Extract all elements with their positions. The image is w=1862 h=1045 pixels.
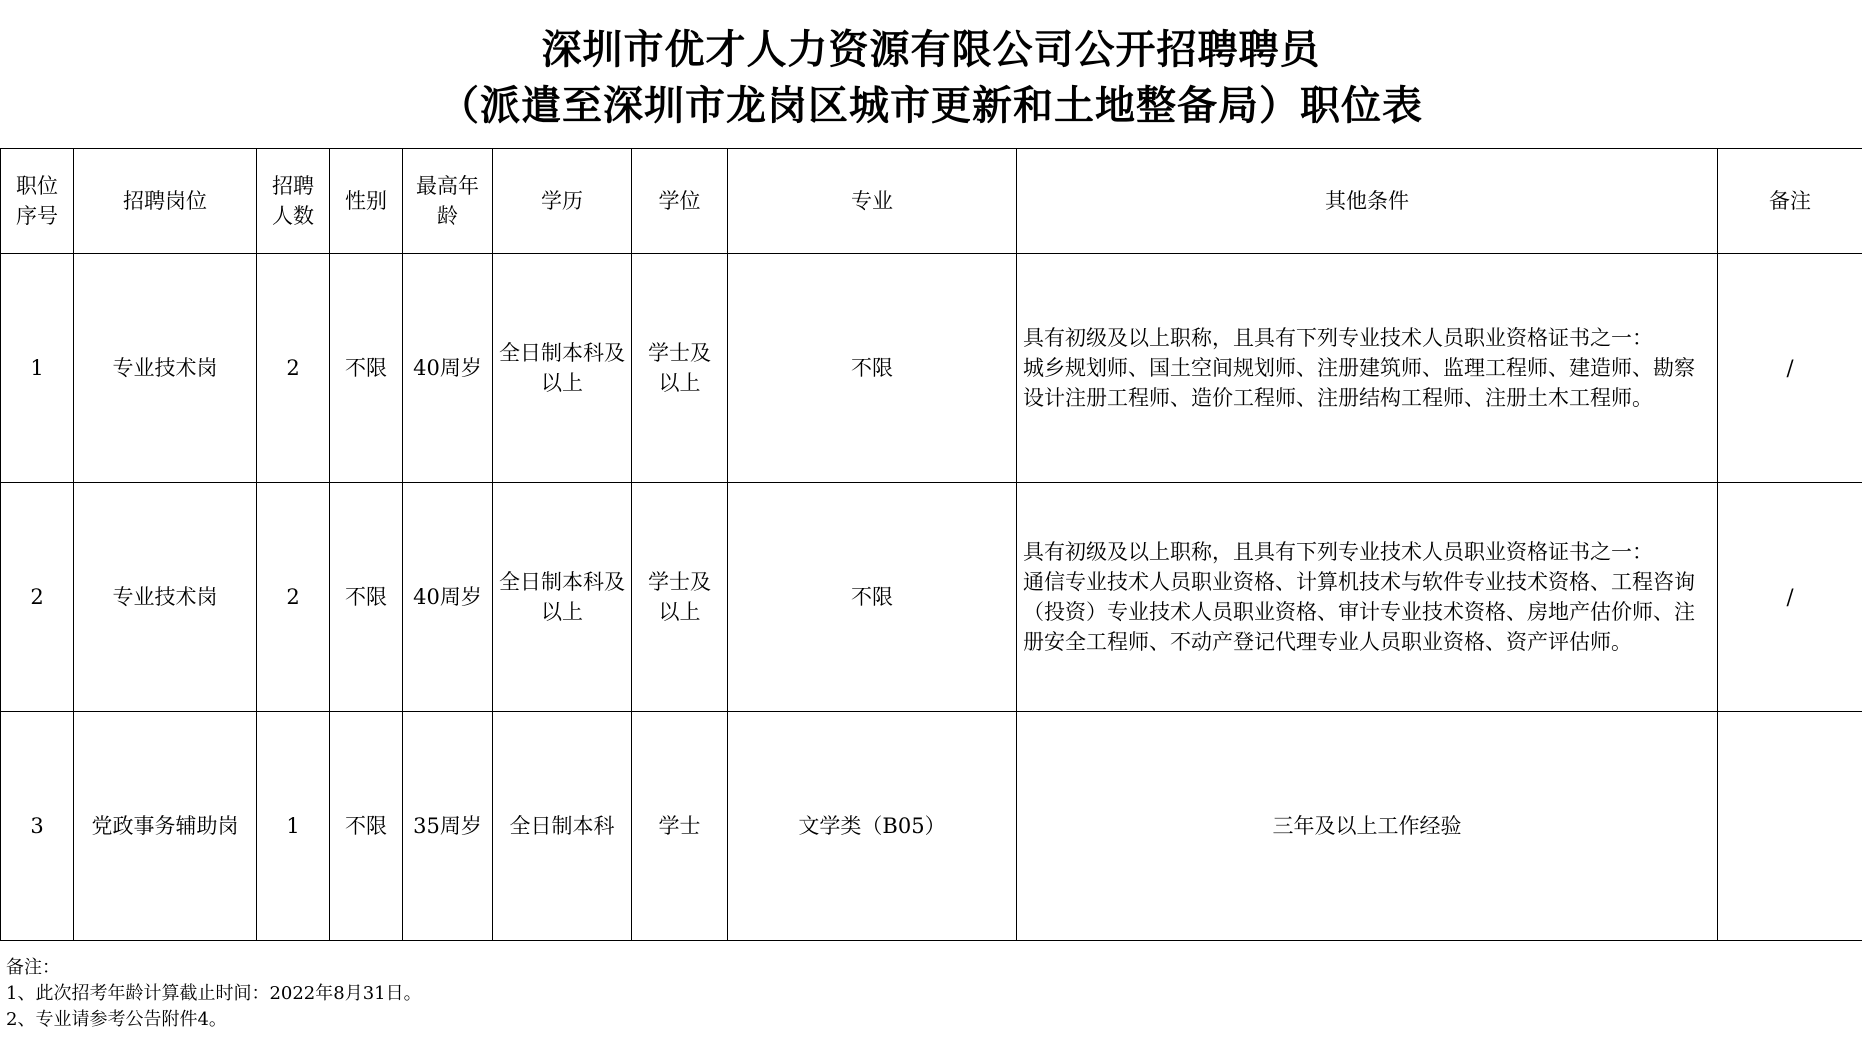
cell-count: 1 (257, 712, 330, 941)
cell-count: 2 (257, 483, 330, 712)
header-education: 学历 (493, 149, 632, 254)
header-count: 招聘人数 (257, 149, 330, 254)
table-row (1, 712, 1862, 941)
cell-education: 全日制本科 (493, 712, 632, 941)
table-row (1, 254, 1862, 483)
cell-education: 全日制本科及以上 (493, 254, 632, 483)
cell-gender: 不限 (330, 712, 403, 941)
title-line-2: （派遣至深圳市龙岗区城市更新和土地整备局）职位表 (439, 83, 1423, 129)
cell-post: 专业技术岗 (74, 254, 257, 483)
header-degree: 学位 (632, 149, 728, 254)
header-major: 专业 (728, 149, 1017, 254)
header-conditions: 其他条件 (1017, 149, 1718, 254)
header-age: 最高年龄 (403, 149, 493, 254)
header-no: 职位序号 (1, 149, 74, 254)
cell-major: 不限 (728, 254, 1017, 483)
cell-post: 党政事务辅助岗 (74, 712, 257, 941)
table-row (1, 483, 1862, 712)
notes-heading: 备注： (6, 957, 60, 978)
cell-remark (1718, 712, 1862, 941)
note-item: 1、此次招考年龄计算截止时间：2022年8月31日。 (6, 983, 422, 1004)
header-gender: 性别 (330, 149, 403, 254)
note-item: 2、专业请参考公告附件4。 (6, 1009, 227, 1030)
header-post: 招聘岗位 (74, 149, 257, 254)
cell-conditions: 三年及以上工作经验 (1017, 712, 1718, 941)
header-remark: 备注 (1718, 149, 1862, 254)
cell-conditions: 具有初级及以上职称，且具有下列专业技术人员职业资格证书之一： 通信专业技术人员职业资格、计算机技术与软件专业技术资格、工程咨询（投资）专业技术人员职业资格、审计专业技术资格、房地产估价师、注册安全工程师、不动产登记代理专业人员职业资格、资产评估师。 (1017, 483, 1718, 712)
cell-age: 35周岁 (403, 712, 493, 941)
cell-degree: 学士及以上 (632, 254, 728, 483)
cell-no: 3 (1, 712, 74, 941)
cell-major: 不限 (728, 483, 1017, 712)
cell-count: 2 (257, 254, 330, 483)
cell-post: 专业技术岗 (74, 483, 257, 712)
title-line-1: 深圳市优才人力资源有限公司公开招聘聘员 (541, 27, 1321, 73)
cell-major: 文学类（B05） (728, 712, 1017, 941)
cell-no: 2 (1, 483, 74, 712)
cell-age: 40周岁 (403, 483, 493, 712)
cell-degree: 学士 (632, 712, 728, 941)
cell-gender: 不限 (330, 483, 403, 712)
cell-age: 40周岁 (403, 254, 493, 483)
positions-table (0, 148, 1862, 941)
cell-no: 1 (1, 254, 74, 483)
cell-degree: 学士及以上 (632, 483, 728, 712)
header-row (1, 149, 1862, 254)
cell-gender: 不限 (330, 254, 403, 483)
page-title (0, 22, 1862, 134)
cell-remark: / (1718, 254, 1862, 483)
cell-conditions: 具有初级及以上职称，且具有下列专业技术人员职业资格证书之一： 城乡规划师、国土空间规划师、注册建筑师、监理工程师、建造师、勘察设计注册工程师、造价工程师、注册结构工程师、注册土木工程师。 (1017, 254, 1718, 483)
notes-section (6, 955, 422, 1033)
cell-education: 全日制本科及以上 (493, 483, 632, 712)
cell-remark: / (1718, 483, 1862, 712)
